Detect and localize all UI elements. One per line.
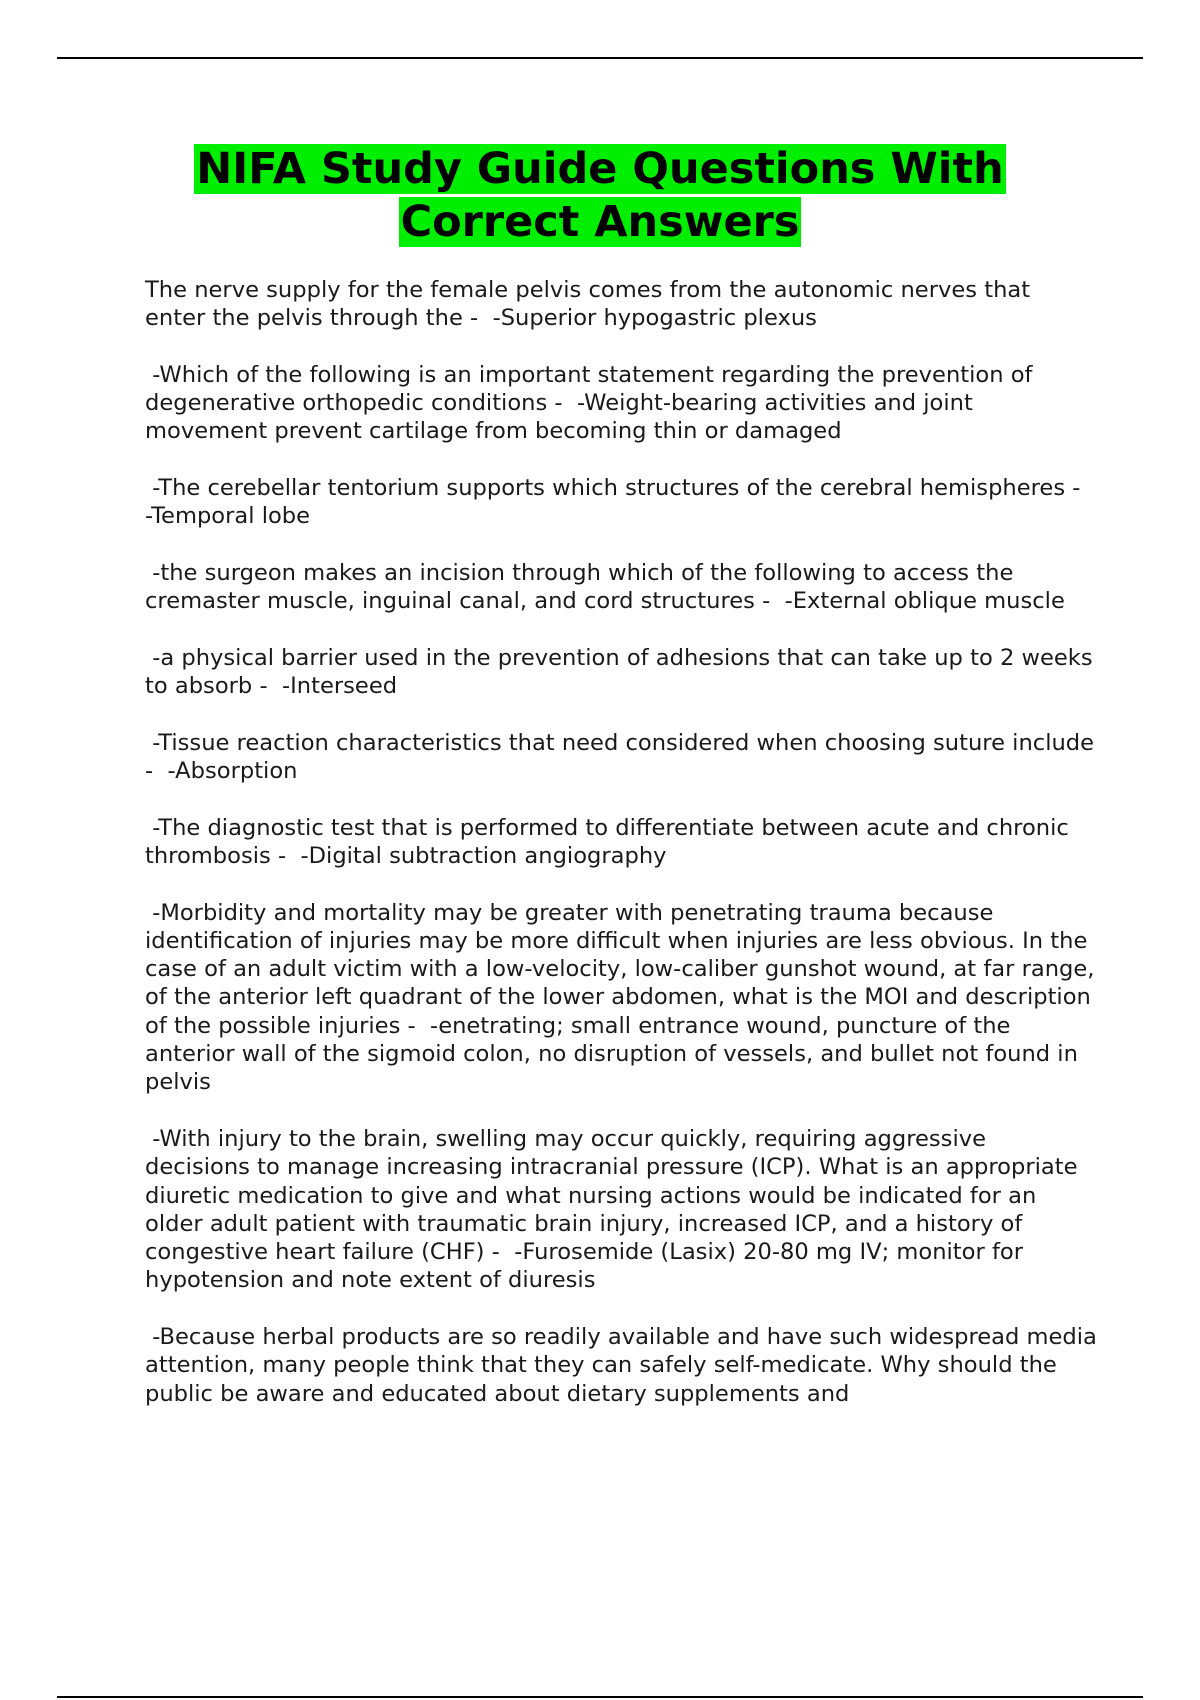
study-guide-body [145, 276, 1105, 1436]
title-line-1: NIFA Study Guide Questions With [196, 144, 1004, 194]
qa-item-1: The nerve supply for the female pelvis comes from the autonomic nerves that enter the pelvis through the - -Superior hypogastric plexus [145, 277, 1038, 332]
bottom-rule [57, 1696, 1143, 1698]
qa-item-4: -the surgeon makes an incision through which of the following to access the cremaster muscle, inguinal canal, and cord structures - -External oblique muscle [145, 559, 1065, 615]
qa-item-7: -The diagnostic test that is performed to differentiate between acute and chronic thrombosis - -Digital subtraction angiography [145, 814, 1076, 869]
top-rule [57, 57, 1143, 59]
qa-item-9: -With injury to the brain, swelling may occur quickly, requiring aggressive decisions to manage increasing intracranial pressure (ICP). What is an appropriate diuretic medication to give and what nursing actions would be indicated for an older adult patient with traumatic brain injury, increased ICP, and a history of congestive heart failure (CHF) - -Furosemide (Lasix) 20-80 mg IV; monitor for hypotension and note extent of diuresis [145, 1125, 1085, 1294]
qa-item-5: -a physical barrier used in the prevention of adhesions that can take up to 2 weeks to absorb - -Interseed [145, 644, 1100, 700]
qa-item-2: -Which of the following is an important statement regarding the prevention of degenerative orthopedic conditions - -Weight-bearing activities and joint movement prevent cartilage from becoming thin or damaged [145, 361, 1040, 445]
qa-item-3: -The cerebellar tentorium supports which structures of the cerebral hemispheres - -Temporal lobe [145, 475, 1095, 530]
title-line-2: Correct Answers [400, 197, 800, 247]
page-title [100, 143, 1100, 249]
qa-item-6: -Tissue reaction characteristics that need considered when choosing suture include - -Absorption [145, 729, 1102, 785]
qa-item-8: -Morbidity and mortality may be greater with penetrating trauma because identification of injuries may be more difficult when injuries are less obvious. In the case of an adult victim with a low-velocity, low-caliber gunshot wound, at far range, of the anterior left quadrant of the lower abdomen, what is the MOI and description of the possible injuries - -enetrating; small entrance wound, puncture of the anterior wall of the sigmoid colon, no disruption of vessels, and bullet not found in pelvis [145, 899, 1102, 1096]
qa-item-10: -Because herbal products are so readily available and have such widespread media attention, many people think that they can safely self-medicate. Why should the public be aware and educated about dietary supplements and [145, 1323, 1105, 1407]
